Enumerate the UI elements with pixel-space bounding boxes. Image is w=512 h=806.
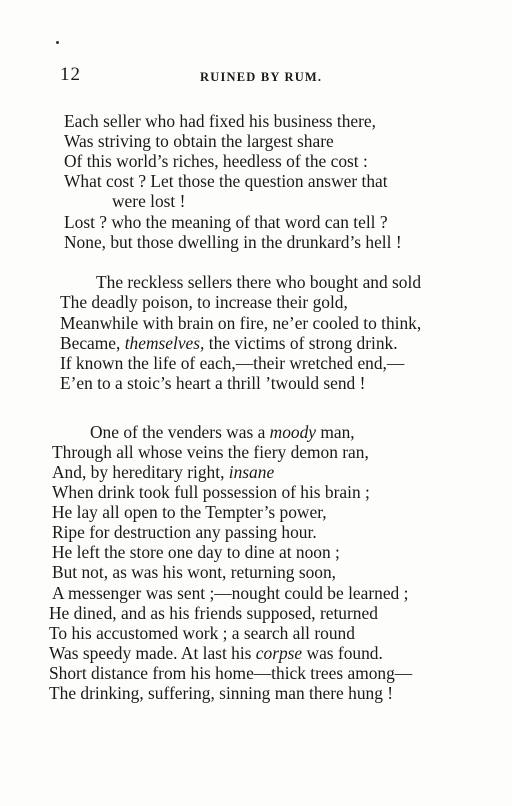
poem-line: Short distance from his home—thick trees among—: [49, 663, 413, 683]
poem-line: What cost ? Let those the question answer that: [64, 171, 388, 191]
italic-word: insane: [228, 462, 275, 482]
poem-line: To his accustomed work ; a search all round: [49, 623, 355, 643]
poem-line: The deadly poison, to increase their gold,: [60, 292, 348, 312]
line-text: Was speedy made. At last his: [49, 643, 256, 663]
line-text: was found.: [302, 643, 383, 663]
poem-line: [52, 462, 274, 482]
poem-line: Ripe for destruction any passing hour.: [52, 522, 317, 542]
line-text: Became,: [60, 333, 125, 353]
poem-line: [60, 333, 398, 353]
poem-line: Each seller who had fixed his business there,: [64, 111, 376, 131]
poem-line: Was striving to obtain the largest share: [64, 131, 334, 151]
poem-line: None, but those dwelling in the drunkard’s hell !: [64, 232, 402, 252]
running-head: RUINED BY RUM.: [200, 70, 323, 84]
poem-line: E’en to a stoic’s heart a thrill ’twould send !: [60, 373, 366, 393]
italic-word: moody: [269, 422, 317, 442]
line-text: man,: [316, 422, 355, 442]
poem-line: He dined, and as his friends supposed, returned: [49, 603, 378, 623]
page-number: 12: [60, 64, 81, 85]
poem-line: Through all whose veins the fiery demon ran,: [52, 442, 369, 462]
poem-line: Lost ? who the meaning of that word can tell ?: [64, 212, 388, 232]
italic-word: themselves,: [124, 333, 205, 353]
line-text: the victims of strong drink.: [204, 333, 398, 353]
poem-line: [49, 643, 383, 663]
poem-line: were lost !: [112, 191, 186, 211]
poem-line: He lay all open to the Tempter’s power,: [52, 502, 327, 522]
poem-line: Of this world’s riches, heedless of the cost :: [64, 151, 368, 171]
poem-line: The drinking, suffering, sinning man there hung !: [49, 683, 394, 703]
poem-line: [90, 422, 355, 442]
poem-line: If known the life of each,—their wretched end,—: [60, 353, 405, 373]
poem-line: A messenger was sent ;—nought could be learned ;: [52, 583, 409, 603]
poem-line: But not, as was his wont, returning soon,: [52, 562, 337, 582]
line-text: One of the venders was a: [90, 422, 270, 442]
poem-line: The reckless sellers there who bought and sold: [96, 272, 422, 292]
poem-line: Meanwhile with brain on fire, ne’er cooled to think,: [60, 313, 422, 333]
poem-line: He left the store one day to dine at noon ;: [52, 542, 340, 562]
poem-line: When drink took full possession of his brain ;: [52, 482, 370, 502]
line-text: And, by hereditary right,: [52, 462, 229, 482]
italic-word: corpse: [255, 643, 303, 663]
ink-speck: [56, 41, 59, 44]
